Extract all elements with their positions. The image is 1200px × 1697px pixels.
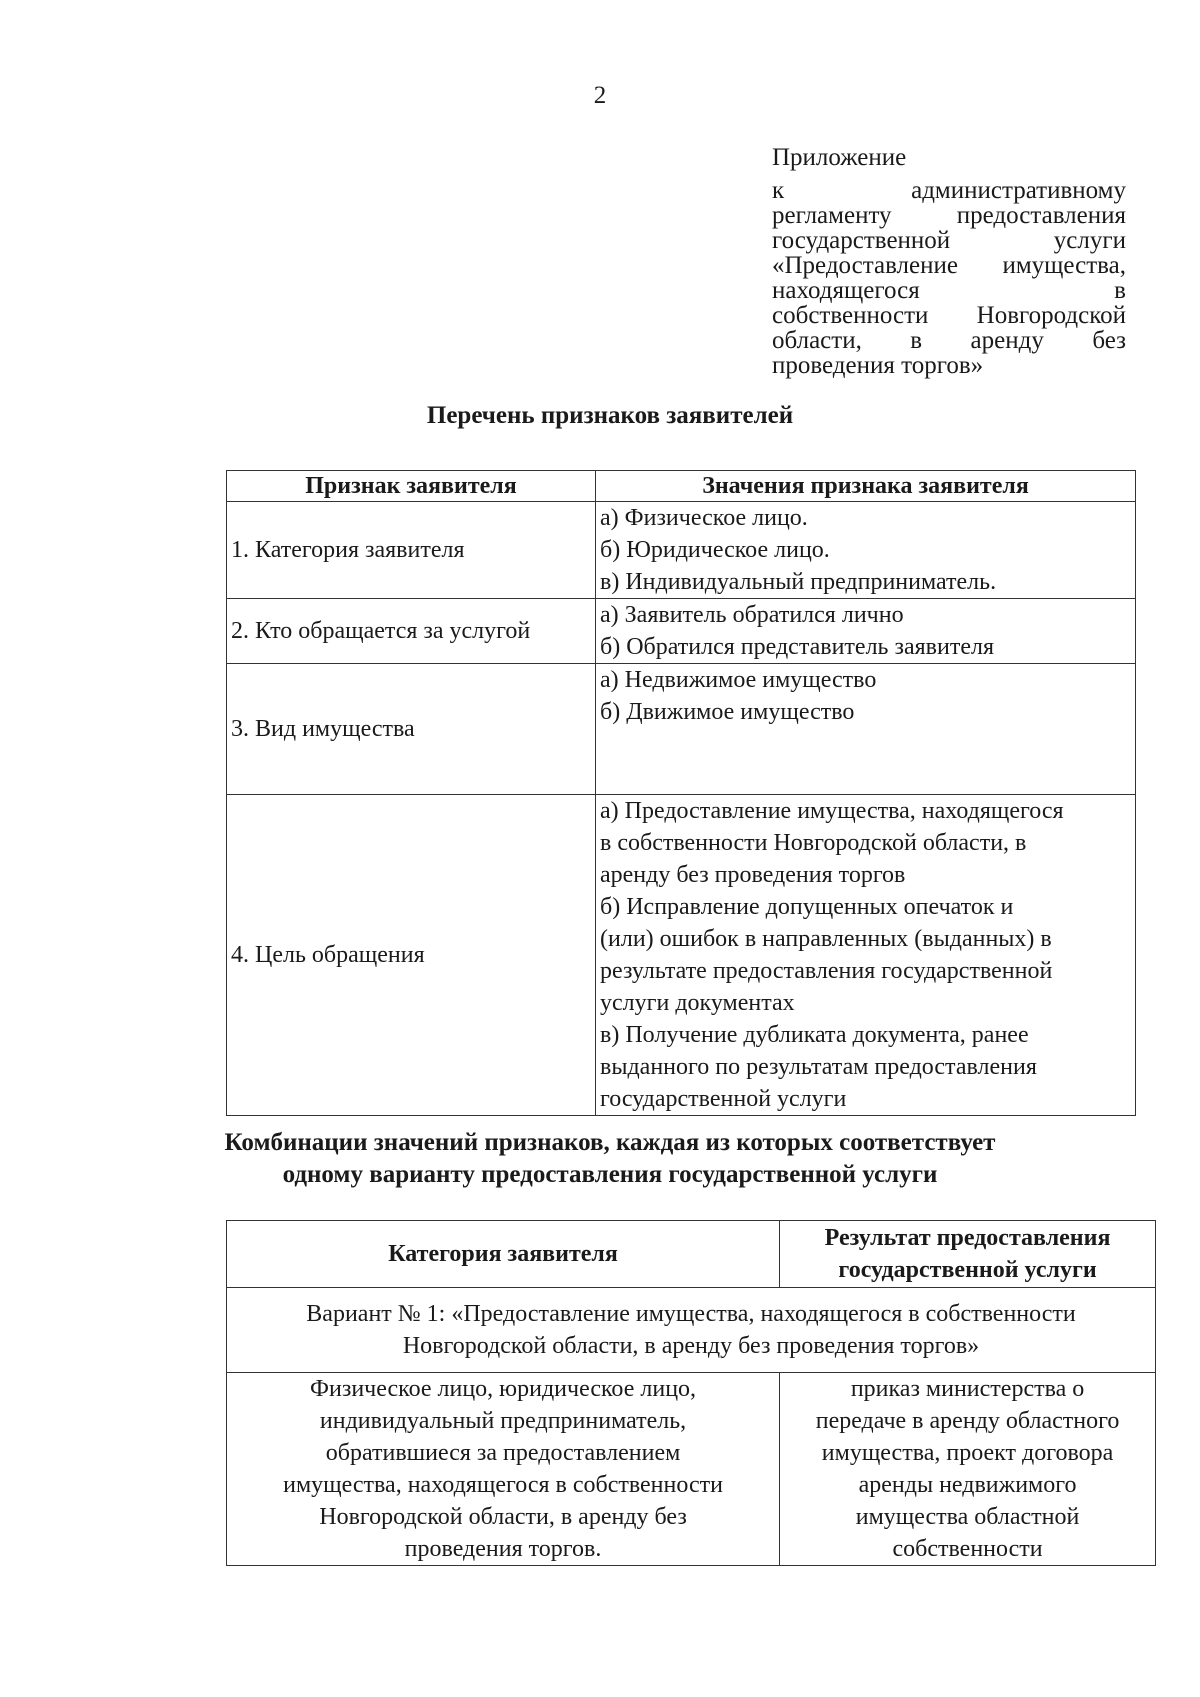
appendix-heading: Приложение [772, 144, 907, 171]
result-cell [780, 1373, 1156, 1566]
result-line: приказ министерства о [850, 1376, 1085, 1402]
values-cell [596, 599, 1136, 664]
value-line: выданного по результатам предоставления [600, 1054, 1037, 1080]
category-cell [227, 1373, 780, 1566]
table-row [227, 502, 1136, 599]
table1-header-values: Значения признака заявителя [596, 471, 1136, 502]
value-line: б) Обратился представитель заявителя [600, 634, 994, 660]
category-line: обратившиеся за предоставлением [325, 1440, 681, 1466]
value-line: услуги документах [600, 990, 795, 1016]
sign-cell: 3. Вид имущества [227, 664, 596, 795]
result-line: собственности [892, 1536, 1043, 1562]
result-line: передаче в аренду областного [815, 1408, 1120, 1434]
value-line: а) Заявитель обратился лично [600, 602, 904, 628]
value-line: а) Недвижимое имущество [600, 667, 877, 693]
value-line: б) Юридическое лицо. [600, 537, 830, 563]
sign-cell: 1. Категория заявителя [227, 502, 596, 599]
appendix-line: регламенту предоставления [772, 202, 1126, 229]
appendix-line: области, в аренду без [772, 327, 1126, 354]
table2-title [10, 1127, 1200, 1191]
value-line: б) Исправление допущенных опечаток и [600, 894, 1014, 920]
result-line: имущества, проект договора [821, 1440, 1114, 1466]
value-line: в собственности Новгородской области, в [600, 830, 1027, 856]
category-line: Физическое лицо, юридическое лицо, [310, 1376, 697, 1402]
result-line: аренды недвижимого [858, 1472, 1077, 1498]
category-line: Новгородской области, в аренду без [319, 1504, 687, 1530]
table1-title: Перечень признаков заявителей [426, 402, 794, 429]
appendix-line: «Предоставление имущества, [772, 252, 1126, 279]
value-line: государственной услуги [600, 1086, 847, 1112]
table-row [227, 1373, 1156, 1566]
appendix-line: находящегося в [772, 277, 1126, 304]
value-line: результате предоставления государственной [600, 958, 1053, 984]
table2-header-category: Категория заявителя [227, 1221, 780, 1288]
appendix-line: собственности Новгородской [772, 302, 1126, 329]
table-row [227, 1288, 1156, 1373]
values-cell [596, 795, 1136, 1116]
values-cell [596, 664, 1136, 795]
table2-title-line: одному варианту предоставления государственной услуги [282, 1161, 938, 1188]
appendix-line: к административному [772, 177, 1126, 204]
table-row [227, 599, 1136, 664]
combinations-table [226, 1220, 1156, 1566]
value-line: в) Индивидуальный предприниматель. [600, 569, 997, 595]
table1-header-sign: Признак заявителя [227, 471, 596, 502]
value-line: б) Движимое имущество [600, 699, 855, 725]
value-line: а) Предоставление имущества, находящегося [600, 798, 1064, 824]
result-line: имущества областной [855, 1504, 1080, 1530]
appendix-block [772, 145, 1126, 378]
appendix-line: государственной услуги [772, 227, 1126, 254]
category-line: имущества, находящегося в собственности [283, 1472, 723, 1498]
appendix-line: проведения торгов» [772, 352, 984, 379]
category-line: проведения торгов. [404, 1536, 602, 1562]
value-line: в) Получение дубликата документа, ранее [600, 1022, 1029, 1048]
category-line: индивидуальный предприниматель, [319, 1408, 687, 1434]
applicant-signs-table [226, 470, 1136, 1116]
table2-title-line: Комбинации значений признаков, каждая из которых соответствует [224, 1129, 996, 1156]
value-line: аренду без проведения торгов [600, 862, 906, 888]
sign-cell: 4. Цель обращения [227, 795, 596, 1116]
variant-line: Новгородской области, в аренду без проведения торгов» [402, 1333, 980, 1359]
variant-line: Вариант № 1: «Предоставление имущества, находящегося в собственности [306, 1301, 1076, 1327]
page-number: 2 [593, 82, 607, 109]
table2-header-result: Результат предоставления государственной услуги [780, 1221, 1156, 1288]
sign-cell: 2. Кто обращается за услугой [227, 599, 596, 664]
value-line: а) Физическое лицо. [600, 505, 808, 531]
table-row [227, 664, 1136, 795]
values-cell [596, 502, 1136, 599]
value-line: (или) ошибок в направленных (выданных) в [600, 926, 1052, 952]
table-row [227, 795, 1136, 1116]
variant-cell [227, 1288, 1156, 1373]
